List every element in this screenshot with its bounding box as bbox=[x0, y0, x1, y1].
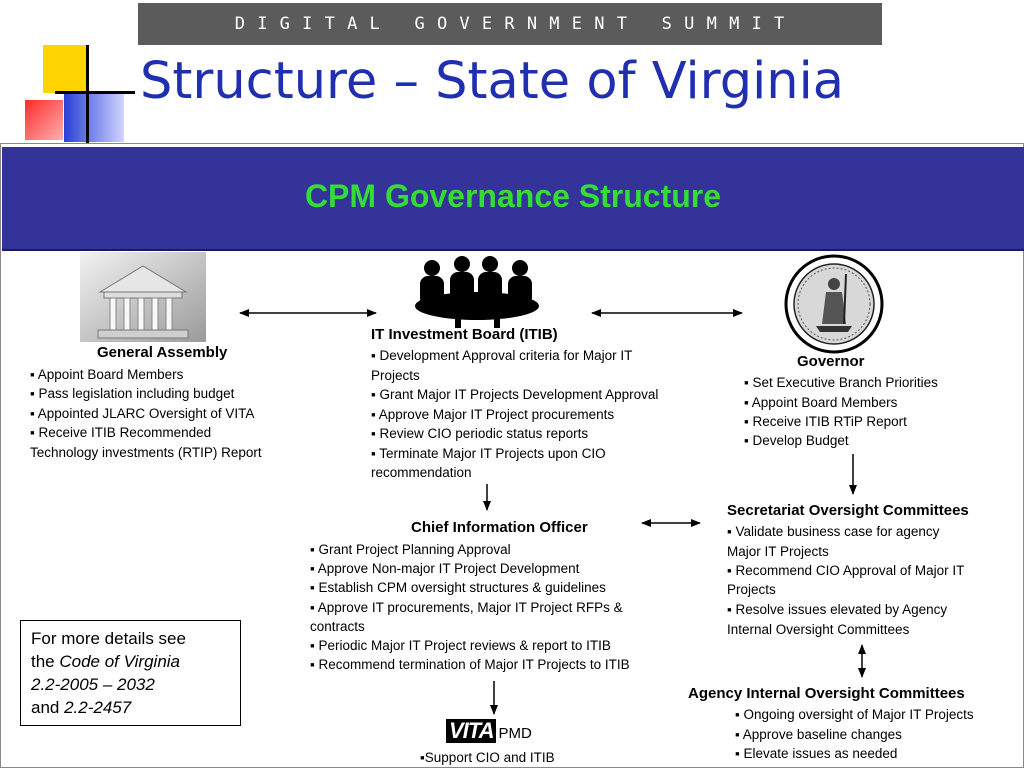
details-line bbox=[31, 673, 240, 696]
agency-item: ▪ Ongoing oversight of Major IT Projects bbox=[735, 707, 974, 722]
general-assembly-item: Technology investments (RTIP) Report bbox=[30, 445, 262, 460]
vita-logo-mark: VITA bbox=[446, 719, 496, 743]
details-prefix: and bbox=[31, 698, 65, 717]
cio-item: ▪ Recommend termination of Major IT Projects to ITIB bbox=[310, 657, 630, 672]
agency-item: ▪ Elevate issues as needed bbox=[735, 746, 898, 761]
itib-item: ▪ Development Approval criteria for Major IT bbox=[371, 348, 633, 363]
diagram-title: CPM Governance Structure bbox=[304, 178, 722, 214]
summit-banner-text: D I G I T A L G O V E R N M E N T S U M M I T bbox=[234, 14, 786, 34]
agency-title: Agency Internal Oversight Committees bbox=[688, 685, 965, 702]
governor-item: ▪ Develop Budget bbox=[744, 433, 849, 448]
details-line bbox=[31, 696, 240, 719]
details-line: For more details see bbox=[31, 629, 186, 648]
governor-item: ▪ Set Executive Branch Priorities bbox=[744, 375, 938, 390]
general-assembly-item: ▪ Appointed JLARC Oversight of VITA bbox=[30, 406, 255, 421]
itib-item: recommendation bbox=[371, 465, 472, 480]
cio-item: ▪ Periodic Major IT Project reviews & report to ITIB bbox=[310, 638, 611, 653]
governor-item: ▪ Appoint Board Members bbox=[744, 395, 898, 410]
secretariat-item: ▪ Recommend CIO Approval of Major IT bbox=[727, 563, 965, 578]
cio-title: Chief Information Officer bbox=[411, 519, 588, 536]
itib-item: ▪ Terminate Major IT Projects upon CIO bbox=[371, 446, 606, 461]
pmd-item: ▪Support CIO and ITIB bbox=[420, 750, 555, 765]
secretariat-item: Projects bbox=[727, 582, 776, 597]
general-assembly-item: ▪ Appoint Board Members bbox=[30, 367, 184, 382]
itib-item: ▪ Review CIO periodic status reports bbox=[371, 426, 589, 441]
general-assembly-title: General Assembly bbox=[97, 344, 228, 361]
secretariat-item: ▪ Validate business case for agency bbox=[727, 524, 940, 539]
general-assembly-item: ▪ Pass legislation including budget bbox=[30, 386, 235, 401]
vita-logo bbox=[446, 717, 532, 743]
details-box bbox=[20, 620, 241, 726]
details-section: 2.2-2457 bbox=[64, 698, 132, 717]
itib-item: ▪ Approve Major IT Project procurements bbox=[371, 407, 615, 422]
general-assembly-item: ▪ Receive ITIB Recommended bbox=[30, 425, 212, 440]
code-of-virginia-text: Code of Virginia bbox=[59, 652, 181, 671]
secretariat-item: Major IT Projects bbox=[727, 544, 829, 559]
itib-title: IT Investment Board (ITIB) bbox=[371, 326, 558, 343]
agency-item: ▪ Approve baseline changes bbox=[735, 727, 902, 742]
slide-title: Structure – State of Virginia bbox=[140, 52, 845, 111]
pmd-label: PMD bbox=[498, 725, 532, 742]
cio-item: ▪ Establish CPM oversight structures & guidelines bbox=[310, 580, 606, 595]
itib-item: Projects bbox=[371, 368, 420, 383]
cio-item: ▪ Approve IT procurements, Major IT Project RFPs & bbox=[310, 600, 623, 615]
details-section-range: 2.2-2005 – 2032 bbox=[31, 675, 155, 694]
details-line bbox=[31, 650, 240, 673]
secretariat-item: ▪ Resolve issues elevated by Agency bbox=[727, 602, 948, 617]
details-prefix: the bbox=[31, 652, 60, 671]
itib-item: ▪ Grant Major IT Projects Development Approval bbox=[371, 387, 659, 402]
cio-item: ▪ Approve Non-major IT Project Development bbox=[310, 561, 580, 576]
secretariat-title: Secretariat Oversight Committees bbox=[727, 502, 969, 519]
cio-item: contracts bbox=[310, 619, 365, 634]
governor-title: Governor bbox=[797, 353, 865, 370]
governor-item: ▪ Receive ITIB RTiP Report bbox=[744, 414, 907, 429]
cio-item: ▪ Grant Project Planning Approval bbox=[310, 542, 511, 557]
secretariat-item: Internal Oversight Committees bbox=[727, 622, 910, 637]
